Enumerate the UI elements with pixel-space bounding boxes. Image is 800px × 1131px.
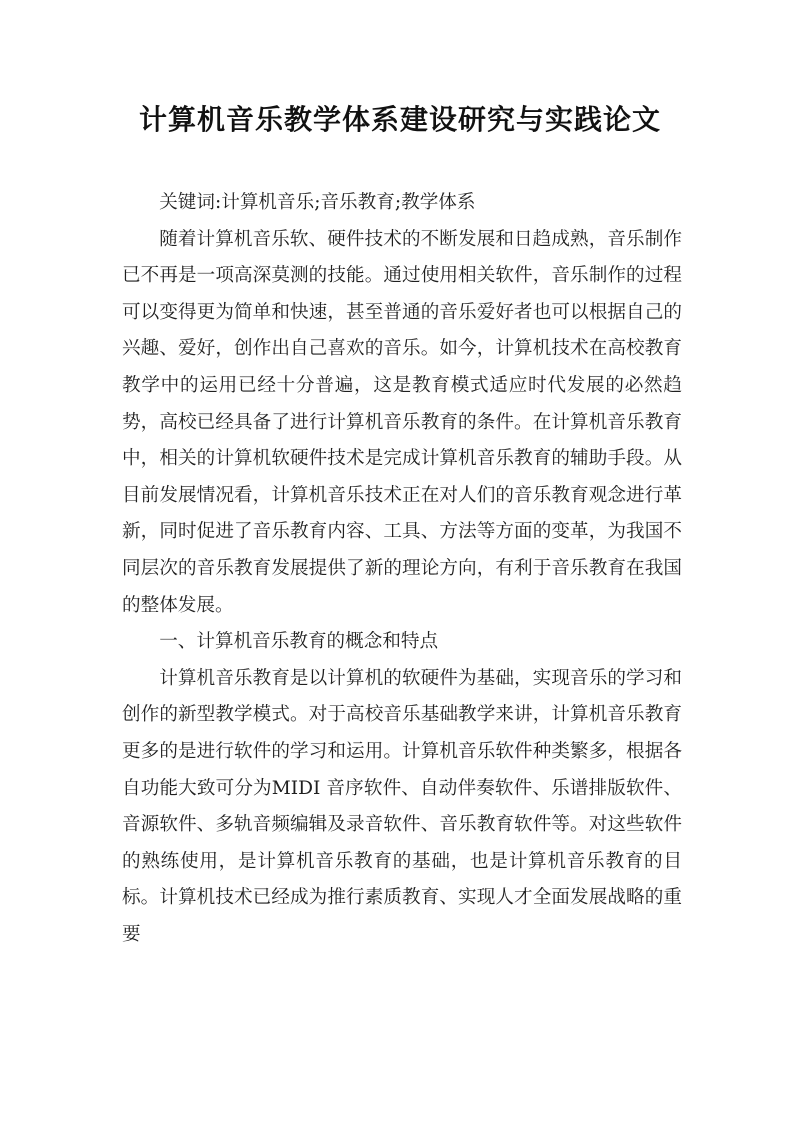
section-heading: 一、计算机音乐教育的概念和特点 — [159, 631, 439, 653]
paragraph-intro: 随着计算机音乐软、硬件技术的不断发展和日趋成熟，音乐制作已不再是一项高深莫测的技能。通过使用相关软件，音乐制作的过程可以变得更为简单和快速，甚至普通的音乐爱好者也可以根据自己的兴趣、爱好，创作出自己喜欢的音乐。如今，计算机技术在高校教育教学中的运用已经十分普遍，这是教育模式适应时代发展的必然趋势，高校已经具备了进行计算机音乐教育的条件。在计算机音乐教育中，相关的计算机软硬件技术是完成计算机音乐教育的辅助手段。从目前发展情况看，计算机音乐技术正在对人们的音乐教育观念进行革新，同时促进了音乐教育内容、工具、方法等方面的变革，为我国不同层次的音乐教育发展提供了新的理论方向，有利于音乐教育在我国的整体发展。 — [122, 228, 682, 616]
document-title: 计算机音乐教学体系建设研究与实践论文 — [138, 103, 661, 136]
keywords-line: 关键词:计算机音乐;音乐教育;教学体系 — [159, 192, 476, 213]
paragraph-section1: 计算机音乐教育是以计算机的软硬件为基础，实现音乐的学习和创作的新型教学模式。对于高校音乐基础教学来讲，计算机音乐教育更多的是进行软件的学习和运用。计算机音乐软件种类繁多，根据各自功能大致可分为MIDI 音序软件、自动伴奏软件、乐谱排版软件、音源软件、多轨音频编辑及录音软件、音乐教育软件等。对这些软件的熟练使用，是计算机音乐教育的基础，也是计算机音乐教育的目标。计算机技术已经成为推行素质教育、实现人才全面发展战略的重要 — [122, 667, 682, 945]
document-body — [122, 185, 682, 953]
